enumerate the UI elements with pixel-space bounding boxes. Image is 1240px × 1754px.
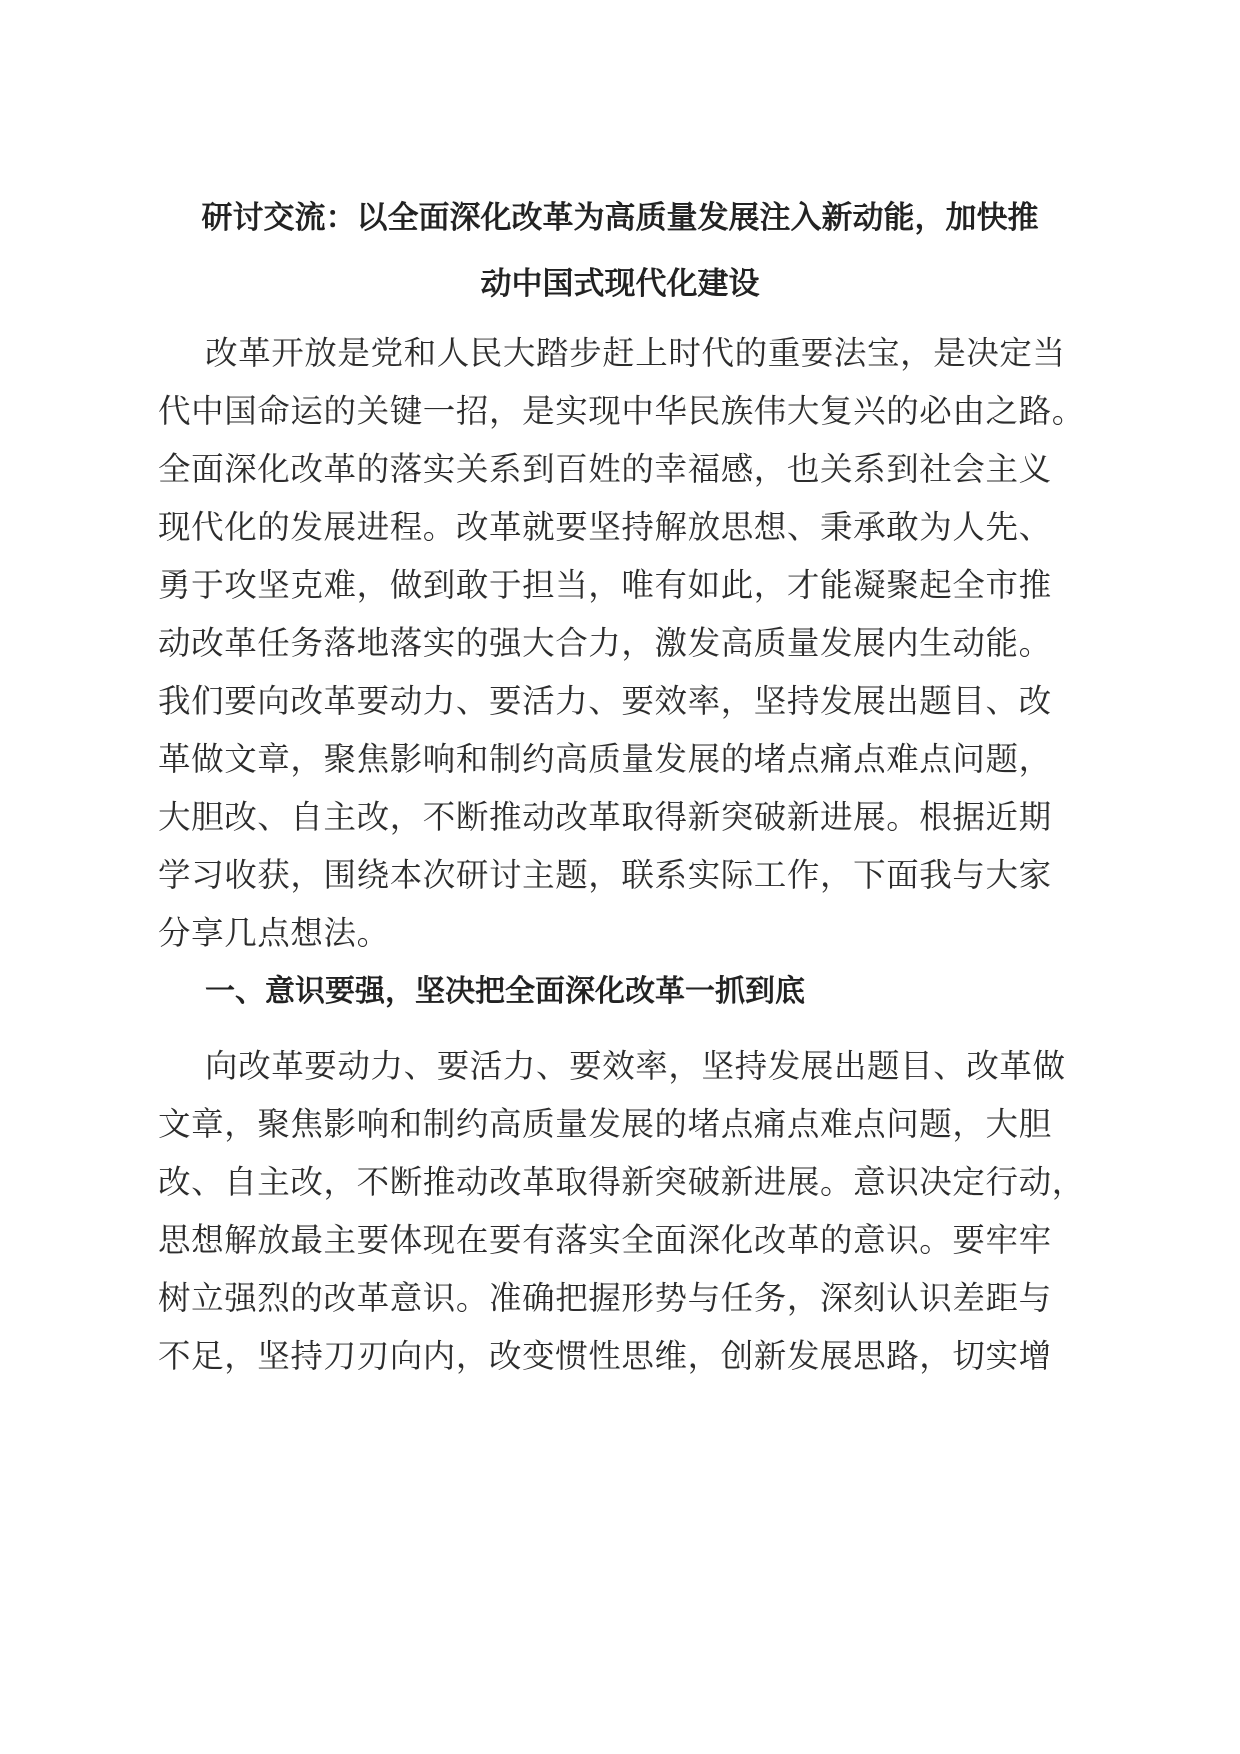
document-title-line-1: 研讨交流：以全面深化改革为高质量发展注入新动能，加快推 (201, 200, 1039, 236)
section-1-line-1: 向改革要动力、要活力、要效率，坚持发展出题目、改革做 (205, 1047, 1066, 1085)
section-1-line-5: 树立强烈的改革意识。准确把握形势与任务，深刻认识差距与 (158, 1279, 1052, 1317)
intro-line-10: 学习收获，围绕本次研讨主题，联系实际工作，下面我与大家 (158, 856, 1052, 894)
intro-line-1: 改革开放是党和人民大踏步赶上时代的重要法宝，是决定当 (205, 334, 1066, 372)
intro-line-3: 全面深化改革的落实关系到百姓的幸福感，也关系到社会主义 (158, 450, 1052, 488)
section-1-line-3: 改、自主改，不断推动改革取得新突破新进展。意识决定行动， (158, 1163, 1085, 1201)
intro-line-7: 我们要向改革要动力、要活力、要效率，坚持发展出题目、改 (158, 682, 1052, 720)
intro-line-4: 现代化的发展进程。改革就要坚持解放思想、秉承敢为人先、 (158, 508, 1052, 546)
section-1-heading: 一、意识要强，坚决把全面深化改革一抓到底 (205, 974, 805, 1009)
intro-line-5: 勇于攻坚克难，做到敢于担当，唯有如此，才能凝聚起全市推 (158, 566, 1052, 604)
section-1-line-6: 不足，坚持刀刃向内，改变惯性思维，创新发展思路，切实增 (158, 1337, 1052, 1375)
intro-line-6: 动改革任务落地落实的强大合力，激发高质量发展内生动能。 (158, 624, 1052, 662)
section-1-line-2: 文章，聚焦影响和制约高质量发展的堵点痛点难点问题，大胆 (158, 1105, 1052, 1143)
intro-line-11: 分享几点想法。 (158, 914, 390, 952)
intro-line-9: 大胆改、自主改，不断推动改革取得新突破新进展。根据近期 (158, 798, 1052, 836)
intro-line-2: 代中国命运的关键一招，是实现中华民族伟大复兴的必由之路。 (158, 392, 1085, 430)
document-title-line-2: 动中国式现代化建设 (480, 266, 760, 302)
intro-line-8: 革做文章，聚焦影响和制约高质量发展的堵点痛点难点问题， (158, 740, 1052, 778)
section-1-line-4: 思想解放最主要体现在要有落实全面深化改革的意识。要牢牢 (158, 1221, 1052, 1259)
